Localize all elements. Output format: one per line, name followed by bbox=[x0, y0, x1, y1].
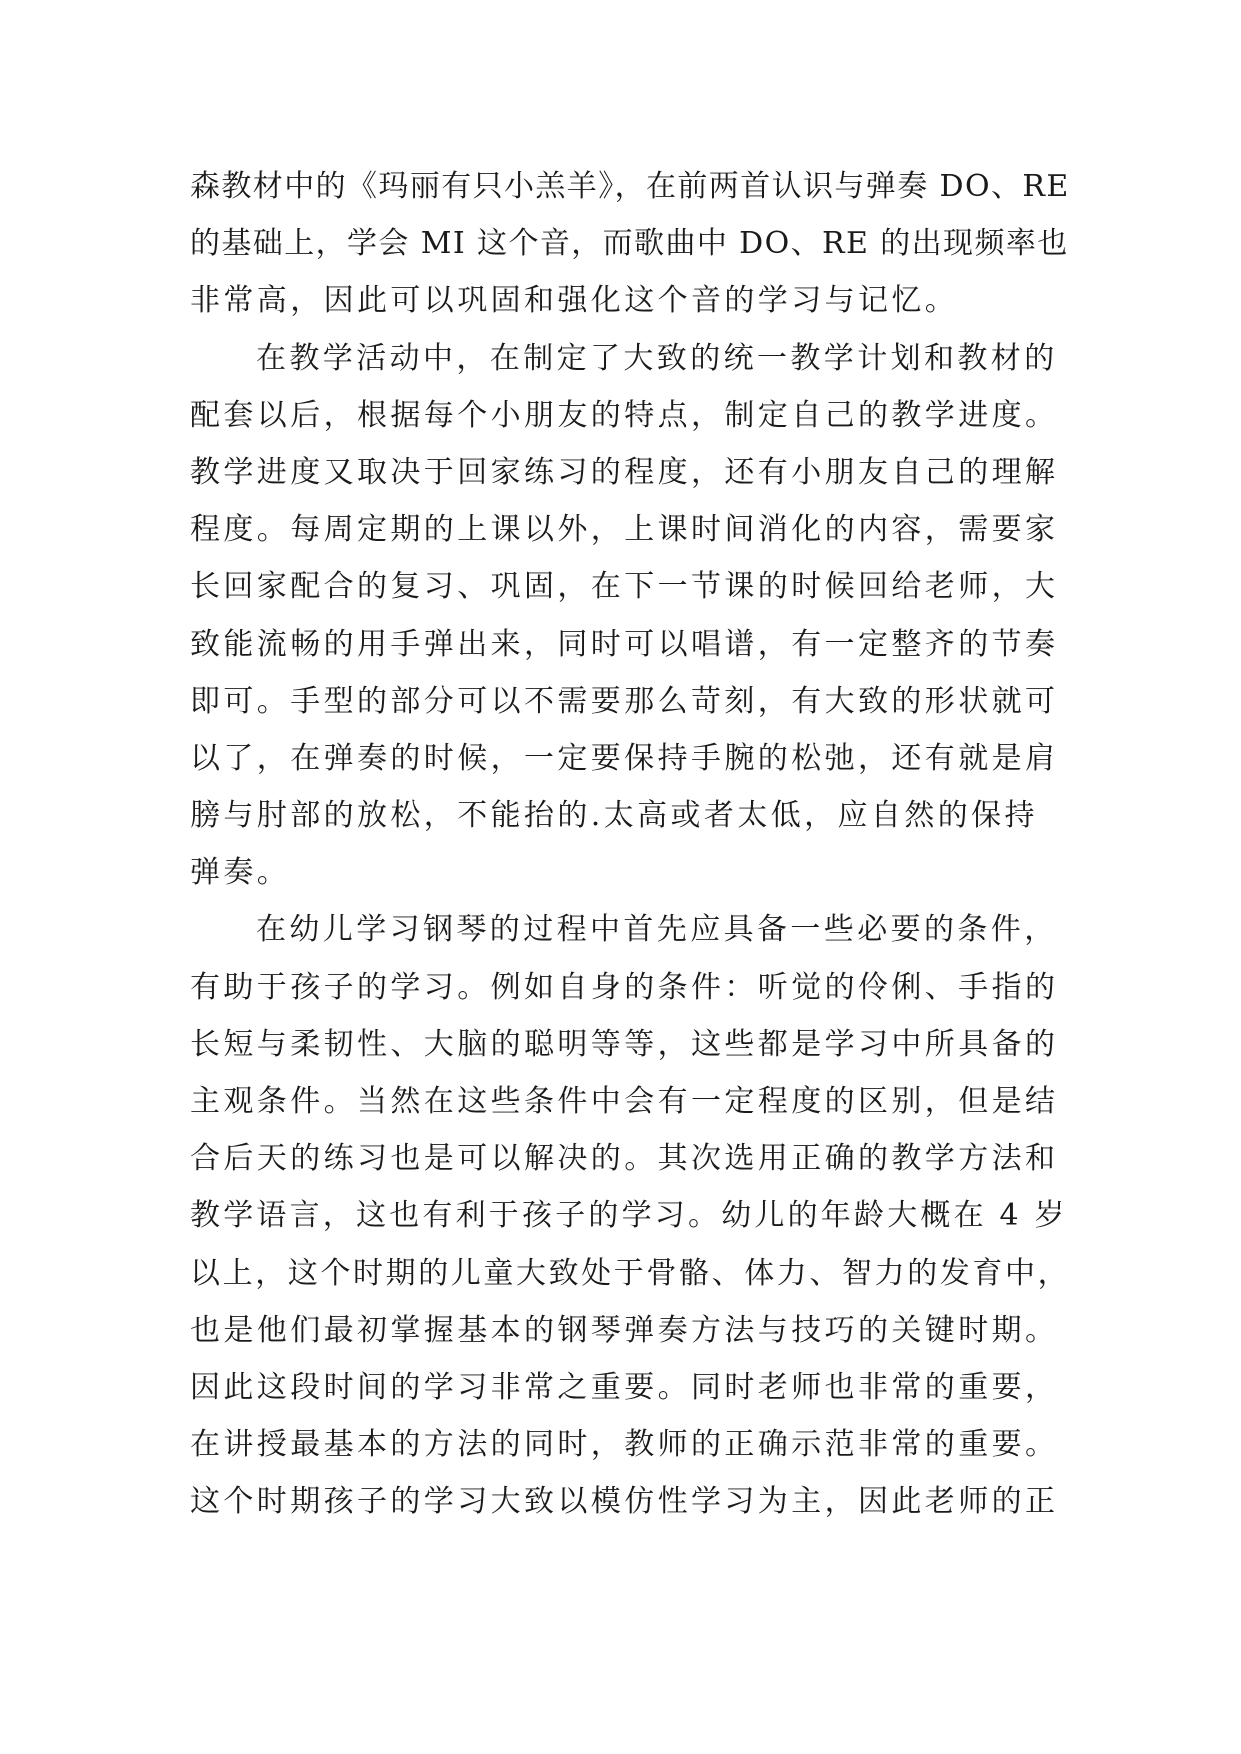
text-line: 合后天的练习也是可以解决的。其次选用正确的教学方法和 bbox=[190, 1141, 1059, 1177]
text-line: 长回家配合的复习、巩固，在下一节课的时候回给老师，大 bbox=[190, 569, 1059, 605]
paragraph-start-line: 在教学活动中，在制定了大致的统一教学计划和教材的 bbox=[256, 340, 1058, 376]
text-line: 在讲授最基本的方法的同时，教师的正确示范非常的重要。 bbox=[190, 1427, 1059, 1463]
text-line: 教学进度又取决于回家练习的程度，还有小朋友自己的理解 bbox=[190, 454, 1059, 490]
text-line: 的基础上，学会 MI 这个音，而歌曲中 DO、RE 的出现频率也 bbox=[190, 226, 1069, 262]
text-line: 非常高，因此可以巩固和强化这个音的学习与记忆。 bbox=[190, 283, 959, 319]
text-line: 膀与肘部的放松，不能抬的.太高或者太低，应自然的保持 bbox=[190, 798, 1038, 834]
text-line: 森教材中的《玛丽有只小羔羊》，在前两首认识与弹奏 DO、RE bbox=[190, 169, 1070, 204]
text-line: 教学语言，这也有利于孩子的学习。幼儿的年龄大概在 4 岁 bbox=[190, 1198, 1068, 1234]
text-line: 也是他们最初掌握基本的钢琴弹奏方法与技巧的关键时期。 bbox=[190, 1312, 1059, 1348]
text-line: 弹奏。 bbox=[190, 855, 291, 891]
text-line: 主观条件。当然在这些条件中会有一定程度的区别，但是结 bbox=[190, 1084, 1059, 1119]
text-line: 因此这段时间的学习非常之重要。同时老师也非常的重要， bbox=[190, 1369, 1059, 1405]
text-line: 即可。手型的部分可以不需要那么苛刻，有大致的形状就可 bbox=[190, 683, 1059, 719]
text-line: 程度。每周定期的上课以外，上课时间消化的内容，需要家 bbox=[190, 512, 1059, 548]
text-line: 以上，这个时期的儿童大致处于骨骼、体力、智力的发育中， bbox=[190, 1255, 1071, 1291]
text-line: 这个时期孩子的学习大致以模仿性学习为主，因此老师的正 bbox=[190, 1484, 1059, 1520]
text-line: 以了，在弹奏的时候，一定要保持手腕的松弛，还有就是肩 bbox=[190, 740, 1059, 776]
text-line: 配套以后，根据每个小朋友的特点，制定自己的教学进度。 bbox=[190, 397, 1059, 433]
text-line: 长短与柔韧性、大脑的聪明等等，这些都是学习中所具备的 bbox=[190, 1026, 1059, 1062]
text-line: 致能流畅的用手弹出来，同时可以唱谱，有一定整齐的节奏 bbox=[190, 626, 1059, 662]
body-text bbox=[190, 158, 1070, 1531]
text-line: 有助于孩子的学习。例如自身的条件：听觉的伶俐、手指的 bbox=[190, 969, 1059, 1005]
paragraph-start-line: 在幼儿学习钢琴的过程中首先应具备一些必要的条件， bbox=[256, 912, 1058, 948]
